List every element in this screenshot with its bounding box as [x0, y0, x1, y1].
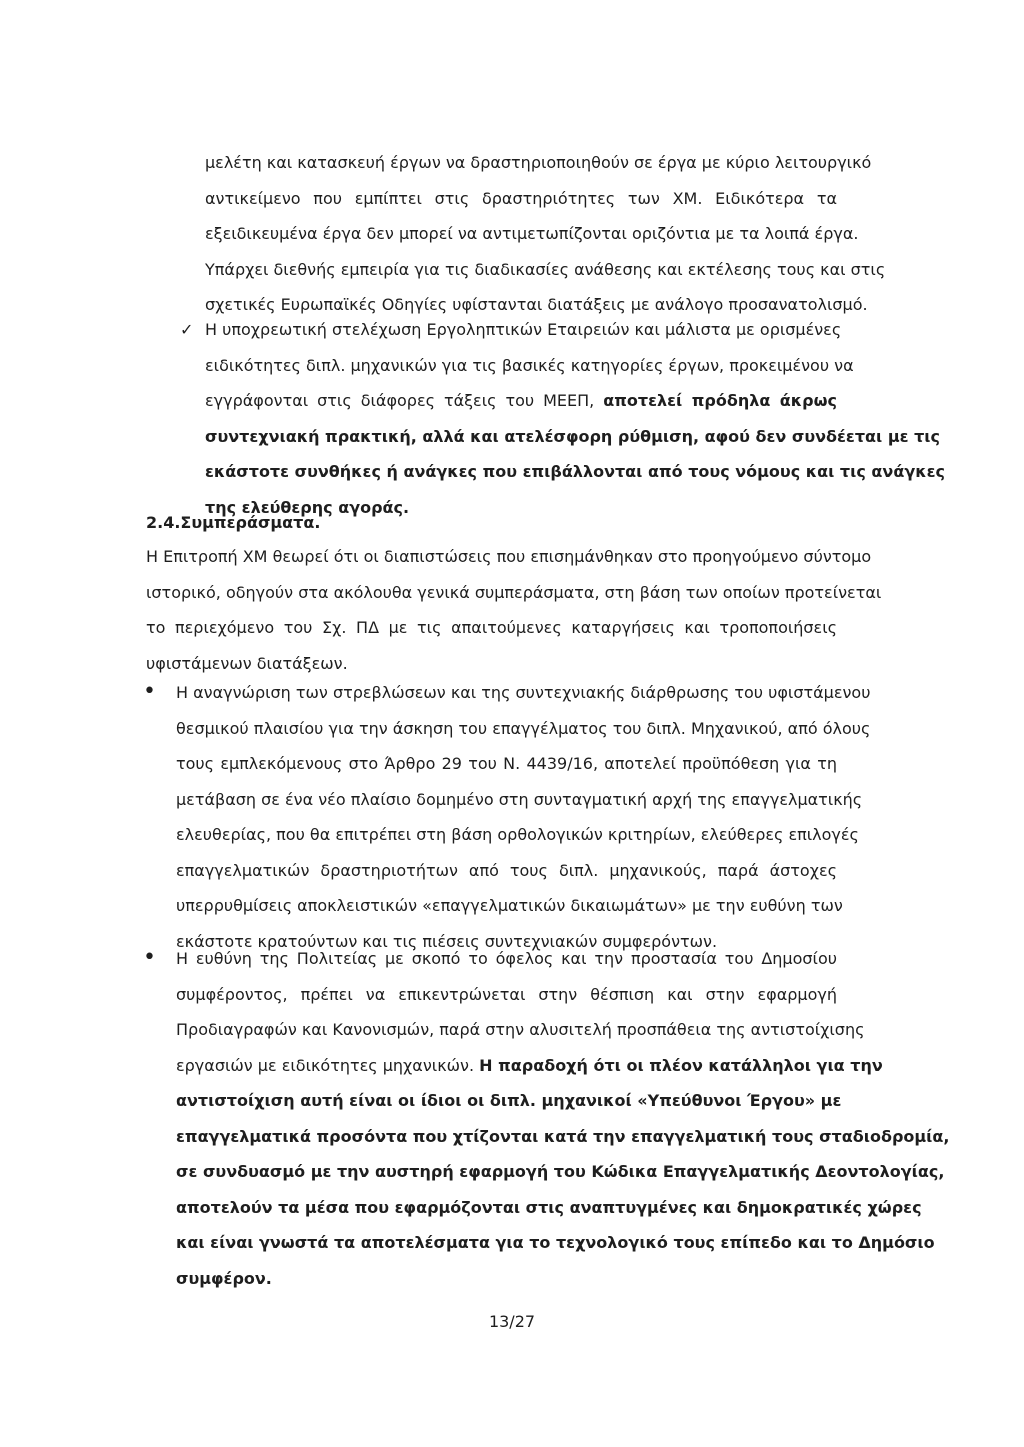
text-line-bold: της ελεύθερης αγοράς.	[205, 497, 410, 517]
text-line: μελέτη και κατασκευή έργων να δραστηριοποιηθούν σε έργα με κύριο λειτουργικό	[205, 153, 872, 172]
text-line: Η αναγνώριση των στρεβλώσεων και της συντεχνιακής διάρθρωσης του υφιστάμενου	[176, 683, 871, 702]
text-line: ελευθερίας, που θα επιτρέπει στη βάση ορθολογικών κριτηρίων, ελεύθερες επιλογές	[176, 825, 859, 844]
text-line-bold: συντεχνιακή πρακτική, αλλά και ατελέσφορη ρύθμιση, αφού δεν συνδέεται με τις	[205, 426, 941, 446]
text-line: αντικείμενο που εμπίπτει στις δραστηριότητες των ΧΜ. Ειδικότερα τα	[205, 188, 837, 208]
bullet-icon: •	[143, 945, 156, 970]
text-line: ειδικότητες διπλ. μηχανικών για τις βασικές κατηγορίες έργων, προκειμένου να	[205, 355, 854, 375]
text-normal: εγγράφονται στις διάφορες τάξεις του ΜΕΕΠ,	[205, 391, 595, 410]
text-line: υπερρυθμίσεις αποκλειστικών «επαγγελματικών δικαιωμάτων» με την ευθύνη των	[176, 896, 843, 915]
text-line: εξειδικευμένα έργα δεν μπορεί να αντιμετωπίζονται οριζόντια με τα λοιπά έργα.	[205, 224, 859, 243]
text-line-bold: αντιστοίχιση αυτή είναι οι ίδιοι οι διπλ. μηχανικοί «Υπεύθυνοι Έργου» με	[176, 1091, 842, 1110]
text-line-bold: συμφέρον.	[176, 1268, 272, 1288]
text-line: επαγγελματικών δραστηριοτήτων από τους διπλ. μηχανικούς, παρά άστοχες	[176, 860, 837, 880]
text-line: ιστορικό, οδηγούν στα ακόλουθα γενικά συμπεράσματα, στη βάση των οποίων προτείνεται	[146, 582, 882, 602]
text-line-bold: εκάστοτε συνθήκες ή ανάγκες που επιβάλλονται από τους νόμους και τις ανάγκες	[205, 462, 945, 481]
text-line: υφιστάμενων διατάξεων.	[146, 653, 348, 673]
checkmark-icon: ✓	[180, 320, 194, 339]
text-line: Υπάρχει διεθνής εμπειρία για τις διαδικασίες ανάθεσης και εκτέλεσης τους και στις	[205, 259, 886, 279]
page-number: 13/27	[488, 1312, 536, 1331]
check-list-item	[205, 312, 945, 525]
text-line: Η Επιτροπή ΧΜ θεωρεί ότι οι διαπιστώσεις που επισημάνθηκαν στο προηγούμενο σύντομο	[146, 547, 872, 566]
text-line-bold: επαγγελματικά προσόντα που χτίζονται κατά την επαγγελματική τους σταδιοδρομία,	[176, 1126, 950, 1146]
text-normal: εργασιών με ειδικότητες μηχανικών.	[176, 1055, 475, 1075]
text-line-bold: και είναι γνωστά τα αποτελέσματα για το τεχνολογικό τους επίπεδο και το Δημόσιο	[176, 1233, 935, 1252]
text-bold: αποτελεί πρόδηλα άκρως	[603, 391, 838, 410]
text-line: εκάστοτε κρατούντων και τις πιέσεις συντεχνιακών συμφερόντων.	[176, 931, 718, 951]
text-line: μετάβαση σε ένα νέο πλαίσιο δομημένο στη συνταγματική αρχή της επαγγελματικής	[176, 789, 863, 809]
text-line: Η ευθύνη της Πολιτείας με σκοπό το όφελος και την προστασία του Δημοσίου	[176, 949, 837, 968]
section-heading: 2.4.Συμπεράσματα.	[146, 513, 321, 532]
text-line-bold: σε συνδυασμό με την αυστηρή εφαρμογή του Κώδικα Επαγγελματικής Δεοντολογίας,	[176, 1162, 945, 1181]
text-line: Η υποχρεωτική στελέχωση Εργοληπτικών Εταιρειών και μάλιστα με ορισμένες	[205, 320, 842, 339]
text-line: το περιεχόμενο του Σχ. ΠΔ με τις απαιτούμενες καταργήσεις και τροποποιήσεις	[146, 618, 837, 637]
text-line: Προδιαγραφών και Κανονισμών, παρά στην αλυσιτελή προσπάθεια της αντιστοίχισης	[176, 1020, 865, 1039]
text-line: τους εμπλεκόμενους στο Άρθρο 29 του Ν. 4439/16, αποτελεί προϋπόθεση για τη	[176, 754, 837, 773]
section-intro-paragraph	[146, 539, 882, 681]
text-line: θεσμικού πλαισίου για την άσκηση του επαγγέλματος του διπλ. Μηχανικού, από όλους	[176, 718, 871, 738]
bullet-item-1	[176, 675, 871, 959]
text-line: συμφέροντος, πρέπει να επικεντρώνεται στην θέσπιση και στην εφαρμογή	[176, 984, 837, 1004]
text-line-bold: αποτελούν τα μέσα που εφαρμόζονται στις αναπτυγμένες και δημοκρατικές χώρες	[176, 1197, 922, 1217]
bullet-icon: •	[143, 679, 156, 704]
text-bold: Η παραδοχή ότι οι πλέον κατάλληλοι για την	[479, 1055, 883, 1075]
text-line: σχετικές Ευρωπαϊκές Οδηγίες υφίστανται διατάξεις με ανάλογο προσανατολισμό.	[205, 295, 868, 314]
paragraph-opening	[205, 145, 886, 323]
text-line-mixed	[205, 383, 837, 419]
text-line-mixed	[176, 1048, 883, 1084]
bullet-item-2	[176, 941, 950, 1296]
